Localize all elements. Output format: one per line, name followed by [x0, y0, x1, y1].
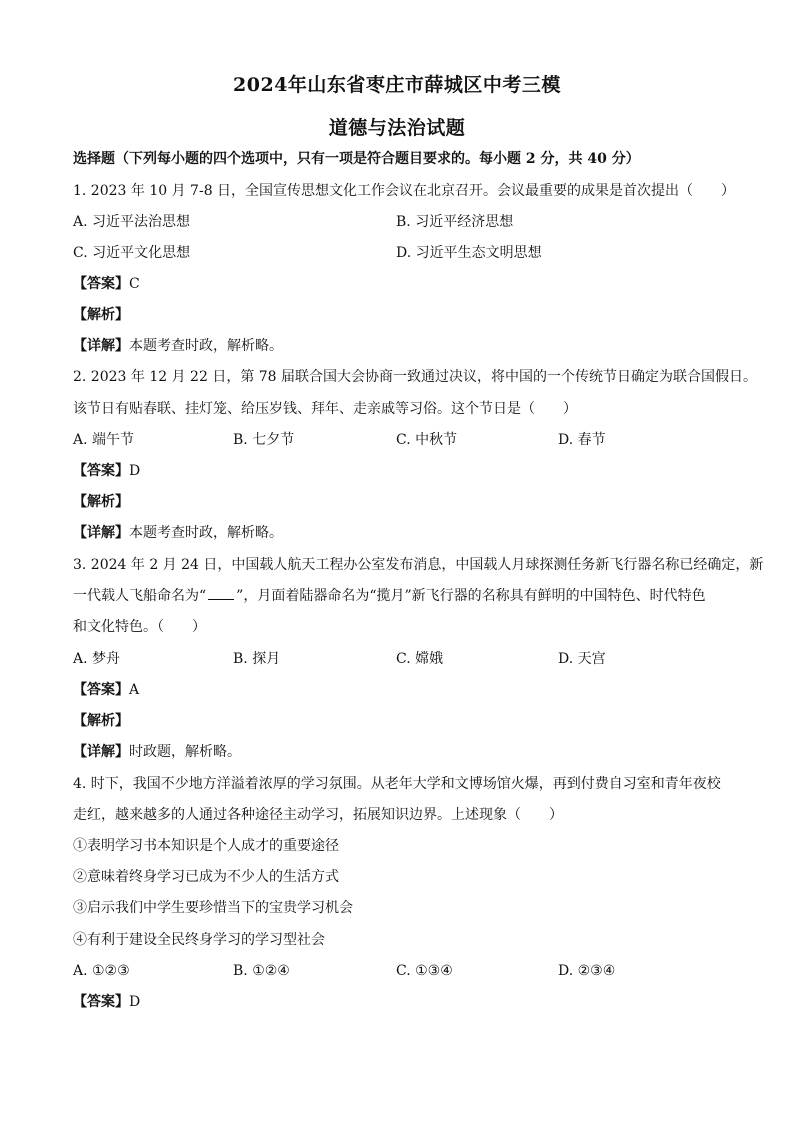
- q3-option-c: C. 嫦娥: [396, 651, 444, 667]
- q2-stem-line2: 该节日有贴春联、挂灯笼、给压岁钱、拜年、走亲戚等习俗。这个节日是（ ）: [73, 401, 577, 417]
- q3-option-a: A. 梦舟: [73, 651, 121, 667]
- detail-label: 【详解】: [73, 525, 129, 541]
- answer-label: 【答案】: [73, 276, 129, 292]
- q1-option-b: B. 习近平经济思想: [396, 214, 514, 230]
- q1-option-c: C. 习近平文化思想: [73, 245, 191, 261]
- q3-stem-line2-a: 一代载人飞船命名为“: [73, 588, 207, 604]
- q3-answer: [73, 681, 139, 699]
- q1-option-d: D. 习近平生态文明思想: [396, 245, 542, 261]
- q4-option-d: D. ②③④: [558, 963, 616, 979]
- answer-value: A: [129, 682, 140, 698]
- q1-answer: [73, 275, 140, 293]
- q4-item-3: ③启示我们中学生要珍惜当下的宝贵学习机会: [73, 900, 353, 916]
- page-subtitle: 道德与法治试题: [328, 117, 466, 139]
- q3-stem-line1: 3. 2024 年 2 月 24 日，中国载人航天工程办公室发布消息，中国载人月球探测任务新飞行器名称已经确定，新: [73, 557, 764, 573]
- q4-stem-line2: 走红，越来越多的人通过各种途径主动学习，拓展知识边界。上述现象（ ）: [73, 807, 563, 823]
- fill-blank: [208, 587, 234, 600]
- answer-value: C: [129, 276, 140, 292]
- detail-label: 【详解】: [73, 338, 129, 354]
- detail-text: 本题考查时政，解析略。: [129, 338, 283, 354]
- q3-stem-line2-b: ”，月面着陆器命名为“揽月”新飞行器的名称具有鲜明的中国特色、时代特色: [236, 588, 706, 604]
- answer-label: 【答案】: [73, 463, 129, 479]
- q3-option-d: D. 天宫: [558, 651, 606, 667]
- page-title: 2024年山东省枣庄市薛城区中考三模: [233, 74, 561, 96]
- q4-item-2: ②意味着终身学习已成为不少人的生活方式: [73, 869, 339, 885]
- q4-stem-line1: 4. 时下，我国不少地方洋溢着浓厚的学习氛围。从老年大学和文博场馆火爆，再到付费自习室和青年夜校: [73, 776, 721, 792]
- q1-detail: [73, 337, 283, 355]
- q2-option-c: C. 中秋节: [396, 432, 458, 448]
- detail-label: 【详解】: [73, 744, 129, 760]
- q3-analysis-label: 【解析】: [73, 713, 129, 729]
- answer-value: D: [129, 463, 141, 479]
- q1-option-a: A. 习近平法治思想: [73, 214, 191, 230]
- q4-item-1: ①表明学习书本知识是个人成才的重要途径: [73, 838, 339, 854]
- section-heading: 选择题（下列每小题的四个选项中，只有一项是符合题目要求的。每小题 2 分，共 40 分）: [73, 151, 640, 167]
- q4-option-c: C. ①③④: [396, 963, 453, 979]
- q3-detail: [73, 743, 241, 761]
- answer-value: D: [129, 994, 141, 1010]
- q4-item-4: ④有利于建设全民终身学习的学习型社会: [73, 932, 325, 948]
- q4-option-b: B. ①②④: [233, 963, 290, 979]
- q3-stem-line2: [73, 587, 706, 605]
- detail-text: 本题考查时政，解析略。: [129, 525, 283, 541]
- q2-answer: [73, 462, 140, 480]
- detail-text: 时政题，解析略。: [129, 744, 241, 760]
- q1-analysis-label: 【解析】: [73, 307, 129, 323]
- q4-answer: [73, 993, 140, 1011]
- answer-label: 【答案】: [73, 682, 129, 698]
- q2-analysis-label: 【解析】: [73, 494, 129, 510]
- q2-option-b: B. 七夕节: [233, 432, 295, 448]
- q2-option-d: D. 春节: [558, 432, 606, 448]
- q4-option-a: A. ①②③: [73, 963, 130, 979]
- q2-detail: [73, 524, 283, 542]
- q1-stem: 1. 2023 年 10 月 7-8 日，全国宣传思想文化工作会议在北京召开。会议最重要的成果是首次提出（ ）: [73, 183, 736, 199]
- q3-option-b: B. 探月: [233, 651, 281, 667]
- q2-stem-line1: 2. 2023 年 12 月 22 日，第 78 届联合国大会协商一致通过决议，将中国的一个传统节日确定为联合国假日。: [73, 369, 758, 385]
- q3-stem-line3: 和文化特色。（ ）: [73, 619, 206, 635]
- q2-option-a: A. 端午节: [73, 432, 135, 448]
- answer-label: 【答案】: [73, 994, 129, 1010]
